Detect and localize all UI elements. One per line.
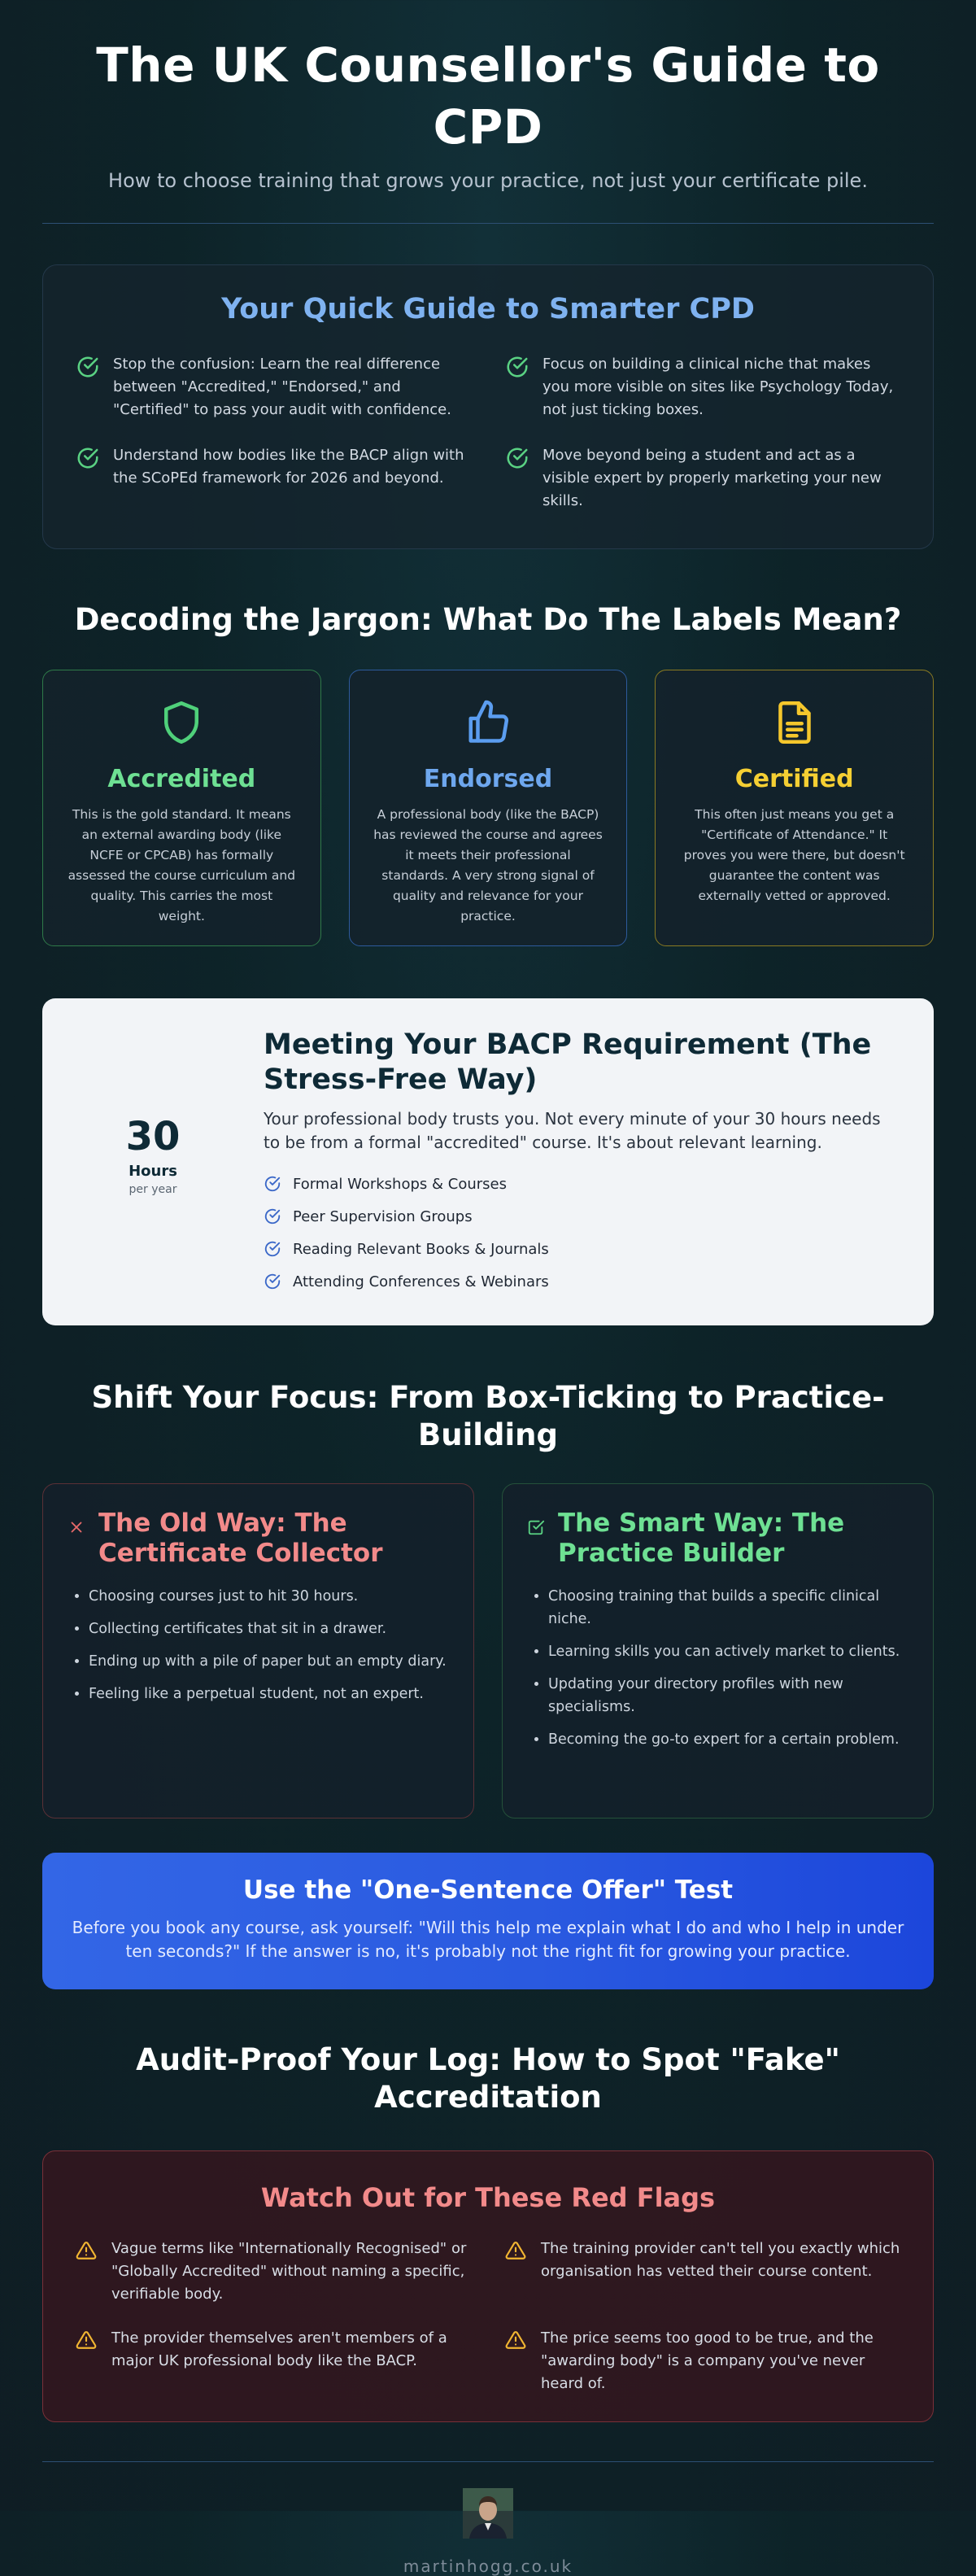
page-header: [42, 0, 934, 192]
page-footer: [42, 2462, 934, 2576]
quick-guide-card: [42, 264, 934, 549]
list-item: • Becoming the go-to expert for a certain problem.: [548, 1728, 907, 1751]
bacp-activity-list: [264, 1168, 890, 1298]
label-cards: [42, 670, 934, 946]
label-card-text: This is the gold standard. It means an external awarding body (like NCFE or CPCAB) has formally assessed the course curriculum and quality. This carries the most weight.: [68, 807, 296, 923]
red-flag-text: The price seems too good to be true, and the "awarding body" is a company you've never heard of.: [541, 2329, 874, 2392]
quick-guide-text: Understand how bodies like the BACP align with the SCoPEd framework for 2026 and beyond.: [113, 447, 464, 487]
check-square-icon: [527, 1518, 545, 1536]
red-flag-item: [76, 2327, 471, 2395]
quick-guide-item: [76, 444, 471, 513]
old-way-title: The Old Way: The Certificate Collector: [98, 1508, 383, 1568]
page-subtitle: How to choose training that grows your practice, not just your certificate pile.: [108, 169, 868, 192]
label-card-text: This often just means you get a "Certificate of Attendance." It proves you were there, but doesn't guarantee the content was externally vetted or approved.: [683, 807, 905, 903]
label-card-title: Endorsed: [423, 765, 553, 793]
list-item: [264, 1168, 890, 1200]
check-circle-icon: [505, 446, 529, 470]
hours-number: 30: [125, 1114, 181, 1159]
old-way-header: [68, 1508, 447, 1569]
quick-guide-item: [76, 353, 471, 421]
smart-way-list: [527, 1585, 907, 1751]
avatar: [463, 2488, 513, 2539]
list-item: • Choosing courses just to hit 30 hours.: [89, 1585, 447, 1608]
warning-icon: [76, 2329, 97, 2351]
list-item-label: Attending Conferences & Webinars: [293, 1273, 549, 1290]
hours-period: per year: [129, 1183, 177, 1196]
label-card-text: A professional body (like the BACP) has reviewed the course and agrees it meets their professional standards. A very strong signal of quality and relevance for your practice.: [373, 807, 603, 923]
list-item: [264, 1233, 890, 1265]
offer-text: Before you book any course, ask yourself: "Will this help me explain what I do and who I help in under ten seconds?" If the answer is no, it's probably not the right fit for growing your practice.: [72, 1918, 904, 1961]
list-item-label: Formal Workshops & Courses: [293, 1175, 507, 1193]
warning-icon: [505, 2329, 526, 2351]
one-sentence-offer-banner: [42, 1853, 934, 1989]
endorsed-card: [349, 670, 628, 946]
thumbs-up-icon: [464, 696, 512, 749]
list-item: • Collecting certificates that sit in a drawer.: [89, 1618, 447, 1640]
check-circle-icon: [76, 355, 100, 379]
warning-icon: [505, 2240, 526, 2261]
list-item: • Ending up with a pile of paper but an empty diary.: [89, 1650, 447, 1673]
red-flags-list: [76, 2238, 900, 2395]
check-circle-icon: [264, 1175, 281, 1193]
check-circle-icon: [264, 1207, 281, 1225]
comparison-cards: [42, 1483, 934, 1818]
smart-way-title: The Smart Way: The Practice Builder: [558, 1508, 845, 1568]
quick-guide-text: Focus on building a clinical niche that makes you more visible on sites like Psychology Today, not just ticking boxes.: [542, 356, 894, 418]
hours-unit: Hours: [129, 1163, 177, 1180]
bacp-description: Your professional body trusts you. Not every minute of your 30 hours needs to be from a formal "accredited" course. It's about relevant learning.: [264, 1109, 881, 1152]
page-title: The UK Counsellor's Guide to CPD: [96, 37, 880, 155]
red-flag-text: The training provider can't tell you exactly which organisation has vetted their course content.: [541, 2240, 900, 2280]
bacp-title: Meeting Your BACP Requirement (The Stress-Free Way): [264, 1028, 872, 1096]
red-flag-item: [505, 2327, 900, 2395]
list-item: • Updating your directory profiles with new specialisms.: [548, 1673, 907, 1718]
document-icon: [770, 696, 819, 749]
old-way-card: [42, 1483, 474, 1818]
red-flags-title: Watch Out for These Red Flags: [260, 2182, 716, 2213]
accredited-card: [42, 670, 321, 946]
certified-card: [655, 670, 934, 946]
list-item: [264, 1265, 890, 1298]
red-flag-item: [76, 2238, 471, 2306]
audit-section-title: Audit-Proof Your Log: How to Spot "Fake" Accreditation: [136, 2042, 840, 2115]
warning-icon: [76, 2240, 97, 2261]
old-way-list: [68, 1585, 447, 1705]
website-link[interactable]: martinhogg.co.uk: [403, 2556, 573, 2576]
smart-way-header: [527, 1508, 907, 1569]
bacp-content: [264, 1028, 890, 1325]
quick-guide-item: [505, 353, 900, 421]
list-item: • Learning skills you can actively market to clients.: [548, 1640, 907, 1663]
check-circle-icon: [264, 1273, 281, 1290]
author-photo-icon: [463, 2488, 513, 2539]
quick-guide-list: [76, 353, 900, 513]
shield-icon: [157, 696, 206, 749]
shift-section-title: Shift Your Focus: From Box-Ticking to Practice-Building: [91, 1380, 885, 1452]
check-circle-icon: [264, 1240, 281, 1258]
check-circle-icon: [76, 446, 100, 470]
list-item: • Feeling like a perpetual student, not an expert.: [89, 1683, 447, 1705]
offer-title: Use the "One-Sentence Offer" Test: [242, 1875, 734, 1905]
label-card-title: Certified: [734, 765, 854, 793]
red-flag-item: [505, 2238, 900, 2306]
quick-guide-title: Your Quick Guide to Smarter CPD: [221, 293, 755, 325]
jargon-section-title: Decoding the Jargon: What Do The Labels Mean?: [74, 602, 902, 637]
smart-way-card: [502, 1483, 934, 1818]
divider: [42, 223, 934, 224]
quick-guide-text: Move beyond being a student and act as a visible expert by properly marketing your new skills.: [542, 447, 882, 509]
list-item-label: Reading Relevant Books & Journals: [293, 1240, 549, 1258]
red-flag-text: Vague terms like "Internationally Recognised" or "Globally Accredited" without naming a specific, verifiable body.: [111, 2240, 467, 2303]
quick-guide-item: [505, 444, 900, 513]
list-item-label: Peer Supervision Groups: [293, 1207, 473, 1225]
check-circle-icon: [505, 355, 529, 379]
list-item: • Choosing training that builds a specific clinical niche.: [548, 1585, 907, 1631]
hours-stat: [42, 1028, 264, 1325]
red-flag-text: The provider themselves aren't members of a major UK professional body like the BACP.: [111, 2329, 447, 2369]
close-icon: [68, 1518, 85, 1536]
quick-guide-text: Stop the confusion: Learn the real difference between "Accredited," "Endorsed," and "Certified" to pass your audit with confidence.: [113, 356, 451, 418]
bacp-requirement-card: [42, 998, 934, 1325]
list-item: [264, 1200, 890, 1233]
label-card-title: Accredited: [107, 765, 256, 793]
red-flags-card: [42, 2150, 934, 2422]
